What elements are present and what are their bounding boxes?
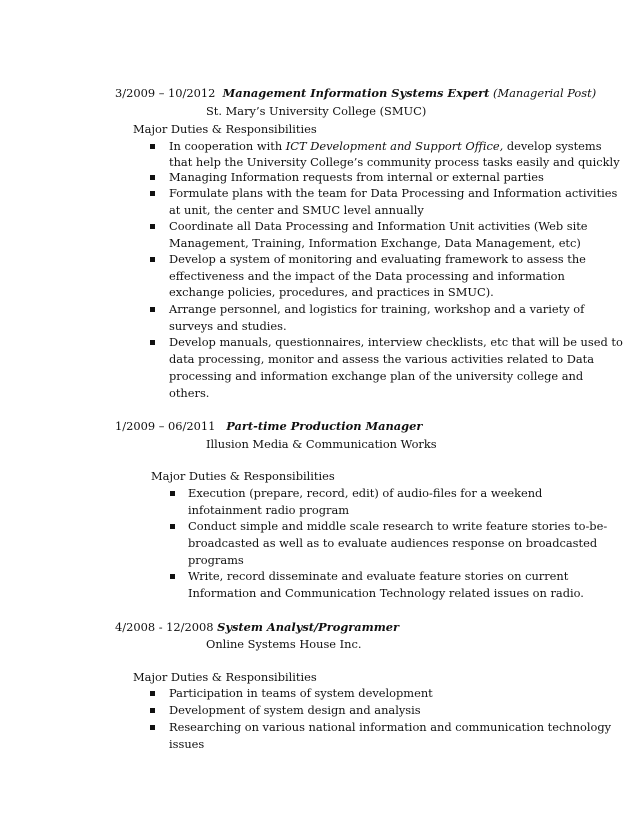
duties-heading: Major Duties & Responsibilities — [133, 122, 317, 136]
duty-line: Managing Information requests from internal or external parties — [169, 170, 544, 184]
duty-line: data processing, monitor and assess the various activities related to Data — [169, 352, 595, 366]
duty-line: In cooperation with ICT Development and Support Office, develop systems — [169, 139, 602, 153]
job-title: Part-time Production Manager — [226, 419, 423, 433]
duty-line: processing and information exchange plan of the university college and — [169, 369, 584, 383]
duty-line: Participation in teams of system development — [169, 686, 433, 700]
duties-heading: Major Duties & Responsibilities — [151, 469, 335, 483]
duty-line: Management, Training, Information Exchange, Data Management, etc) — [169, 236, 581, 250]
duty-line: at unit, the center and SMUC level annually — [169, 203, 424, 217]
duty-line: Coordinate all Data Processing and Information Unit activities (Web site — [169, 219, 588, 233]
duty-line: infotainment radio program — [188, 503, 350, 517]
job-organization: Online Systems House Inc. — [206, 637, 362, 651]
job-dates: 1/2009 – 06/2011 — [115, 419, 216, 433]
bullet-icon — [150, 224, 155, 229]
duty-line: Develop manuals, questionnaires, interview checklists, etc that will be used to — [169, 335, 623, 349]
duty-line: effectiveness and the impact of the Data processing and information — [169, 269, 565, 283]
bullet-icon — [150, 691, 155, 696]
duty-line: Formulate plans with the team for Data Processing and Information activities — [169, 186, 618, 200]
duty-line: programs — [188, 553, 244, 567]
duty-line: Arrange personnel, and logistics for training, workshop and a variety of — [169, 302, 585, 316]
duty-line: that help the University College’s community process tasks easily and quickly — [169, 155, 620, 169]
bullet-icon — [150, 175, 155, 180]
duty-line: Conduct simple and middle scale research to write feature stories to-be- — [188, 519, 608, 533]
job-dates: 4/2008 - 12/2008 — [115, 620, 214, 634]
duty-line: others. — [169, 386, 210, 400]
bullet-icon — [150, 307, 155, 312]
bullet-icon — [150, 725, 155, 730]
duty-line: surveys and studies. — [169, 319, 287, 333]
duty-line: Execution (prepare, record, edit) of audio-files for a weekend — [188, 486, 543, 500]
job-header — [115, 85, 596, 101]
job-dates: 3/2009 – 10/2012 — [115, 86, 216, 100]
bullet-icon — [150, 257, 155, 262]
duties-heading: Major Duties & Responsibilities — [133, 670, 317, 684]
job-organization: Illusion Media & Communication Works — [206, 437, 437, 451]
duty-line: Development of system design and analysis — [169, 703, 421, 717]
bullet-icon — [170, 491, 175, 496]
duty-line: issues — [169, 737, 205, 751]
bullet-icon — [150, 708, 155, 713]
duty-line: Write, record disseminate and evaluate feature stories on current — [188, 569, 569, 583]
bullet-icon — [150, 144, 155, 149]
job-title: System Analyst/Programmer — [217, 620, 400, 634]
job-note: (Managerial Post) — [493, 86, 597, 100]
bullet-icon — [150, 340, 155, 345]
duty-line: broadcasted as well as to evaluate audiences response on broadcasted — [188, 536, 598, 550]
job-organization: St. Mary’s University College (SMUC) — [206, 104, 427, 118]
bullet-icon — [170, 524, 175, 529]
job-title: Management Information Systems Expert — [222, 86, 490, 100]
bullet-icon — [170, 574, 175, 579]
duty-line: Develop a system of monitoring and evaluating framework to assess the — [169, 252, 586, 266]
bullet-icon — [150, 191, 155, 196]
duty-line: Researching on various national information and communication technology — [169, 720, 612, 734]
duty-line: exchange policies, procedures, and practices in SMUC). — [169, 285, 494, 299]
job-header — [115, 619, 399, 635]
duty-line: Information and Communication Technology related issues on radio. — [188, 586, 584, 600]
job-header — [115, 418, 422, 434]
